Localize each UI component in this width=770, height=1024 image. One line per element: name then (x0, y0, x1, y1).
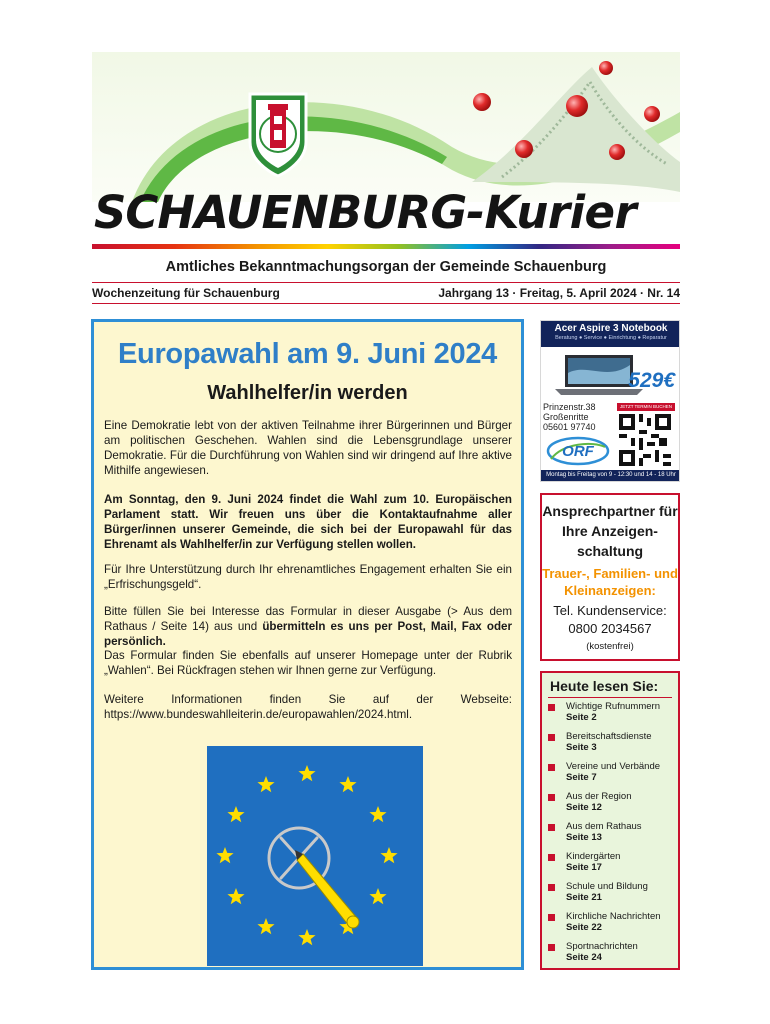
contents-item-page: Seite 17 (566, 862, 602, 873)
contents-item-page: Seite 22 (566, 922, 602, 933)
ad-header (541, 321, 680, 347)
masthead-illustration (92, 52, 680, 202)
orf-logo-text: ORF (562, 443, 594, 460)
bullet-square-icon (548, 794, 555, 801)
contact-phone-label: Tel. Kundenservice: (553, 603, 667, 618)
article-paragraph-date: Am Sonntag, den 9. Juni 2024 findet die Wahl zum 10. Europäischen Parlament statt. Wir freuen uns über die Kontaktaufnahme aller Bürger/innen unserer Gemeinde, die sich bei der Europawahl für das Ehrenamt als Wahlhelfer/in zur Verfügung stellen wollen. (104, 493, 512, 551)
contents-item-page: Seite 12 (566, 802, 602, 813)
contact-title: Ansprechpartner für Ihre Anzeigen-schaltung (542, 503, 678, 559)
list-item[interactable] (548, 941, 676, 971)
ad-price: 529€ (628, 369, 675, 392)
article-paragraph-allowance: Für Ihre Unterstützung durch Ihr ehrenamtliches Engagement erhalten Sie ein „Erfrischungsgeld“. (104, 563, 512, 591)
contents-divider (548, 697, 672, 698)
contents-item-title: Sportnachrichten (566, 941, 638, 952)
contents-item-title: Bereitschaftsdienste (566, 731, 652, 742)
masthead (92, 52, 680, 252)
bullet-square-icon (548, 704, 555, 711)
divider-bottom (92, 303, 680, 304)
contents-item-title: Schule und Bildung (566, 881, 648, 892)
bullet-square-icon (548, 854, 555, 861)
bullet-square-icon (548, 764, 555, 771)
masthead-subtitle: Amtliches Bekanntmachungsorgan der Gemeinde Schauenburg (165, 259, 607, 275)
list-item[interactable] (548, 881, 676, 911)
ad-tags: Beratung ● Service ● Einrichtung ● Reparatur (555, 335, 667, 341)
masthead-title (94, 186, 637, 239)
contents-box (540, 671, 680, 970)
contents-item-title: Aus dem Rathaus (566, 821, 642, 832)
rainbow-rule (92, 244, 680, 249)
article-paragraph-intro: Eine Demokratie lebt von der aktiven Teilnahme ihrer Bürgerinnen und Bürger am politischen Geschehen. Wahlen sind die Lebensgrundlage unserer Demokratie. Für die Durchführung von Wahlen sind wir dringend auf Ihre aktive Mithilfe angewiesen. (104, 419, 512, 477)
list-item[interactable] (548, 911, 676, 941)
bullet-square-icon (548, 824, 555, 831)
form-text-bold: übermitteln es uns per Post, Mail, Fax oder persönlich. (104, 620, 512, 648)
ad-cta-button[interactable]: JETZT TERMIN BUCHEN (617, 403, 675, 411)
bullet-square-icon (548, 914, 555, 921)
contents-item-title: Wichtige Rufnummern (566, 701, 660, 712)
issue-info: Jahrgang 13 · Freitag, 5. April 2024 · Nr. 14 (438, 286, 680, 300)
contents-item-title: Aus der Region (566, 791, 632, 802)
advertisement-notebook[interactable] (540, 320, 680, 482)
ad-address: Prinzenstr.38 Großenritte 05601 97740 (543, 402, 596, 432)
list-item[interactable] (548, 701, 676, 731)
article-subtitle: Wahlhelfer/in werden (207, 382, 408, 404)
list-item[interactable] (548, 731, 676, 761)
list-item[interactable] (548, 761, 676, 791)
bullet-square-icon (548, 734, 555, 741)
article-paragraph-website: Weitere Informationen finden Sie auf der Webseite: https://www.bundeswahlleiterin.de/europawahlen/2024.html. (104, 693, 512, 721)
list-item[interactable] (548, 851, 676, 881)
ad-opening-hours: Montag bis Freitag von 9 - 12:30 und 14 - 18 Uhr (541, 470, 680, 481)
coat-of-arms-icon (250, 94, 306, 176)
contents-item-title: Kindergärten (566, 851, 621, 862)
qr-code-icon (619, 414, 671, 466)
eu-ballot-illustration (207, 746, 423, 966)
contact-note: (kostenfrei) (586, 641, 634, 652)
article-title: Europawahl am 9. Juni 2024 (117, 338, 497, 370)
contents-item-page: Seite 7 (566, 772, 597, 783)
contents-item-page: Seite 24 (566, 952, 602, 963)
contact-ad-types: Trauer-, Familien- und Kleinanzeigen: (542, 566, 678, 598)
contact-box (540, 493, 680, 661)
masthead-brand-main: SCHAUENBURG (94, 186, 467, 239)
contents-item-page: Seite 13 (566, 832, 602, 843)
bullet-square-icon (548, 884, 555, 891)
contents-item-title: Vereine und Verbände (566, 761, 661, 772)
contact-phone-number[interactable]: 0800 2034567 (568, 621, 652, 636)
form-text: Bitte füllen Sie bei Interesse das Formular in dieser Ausgabe (> Aus dem Rathaus / Seite 14) aus und (104, 605, 512, 633)
list-item[interactable] (548, 791, 676, 821)
article-paragraph-form (104, 604, 512, 649)
article-europawahl (91, 319, 524, 970)
contents-item-title: Kirchliche Nachrichten (566, 911, 661, 922)
bullet-square-icon (548, 944, 555, 951)
list-item[interactable] (548, 821, 676, 851)
weekly-label: Wochenzeitung für Schauenburg (92, 286, 280, 300)
masthead-brand-suffix: -Kurier (466, 186, 637, 239)
orf-logo (543, 433, 613, 469)
contents-list (548, 701, 676, 971)
contents-item-page: Seite 3 (566, 742, 597, 753)
contents-item-page: Seite 21 (566, 892, 602, 903)
divider-top (92, 282, 680, 283)
contents-item-page: Seite 2 (566, 712, 597, 723)
ad-title: Acer Aspire 3 Notebook (554, 323, 668, 334)
article-paragraph-homepage: Das Formular finden Sie ebenfalls auf unserer Homepage unter der Rubrik „Wahlen“. Bei Rückfragen stehen wir Ihnen gerne zur Verfügung. (104, 649, 512, 677)
contents-title: Heute lesen Sie: (550, 678, 659, 694)
